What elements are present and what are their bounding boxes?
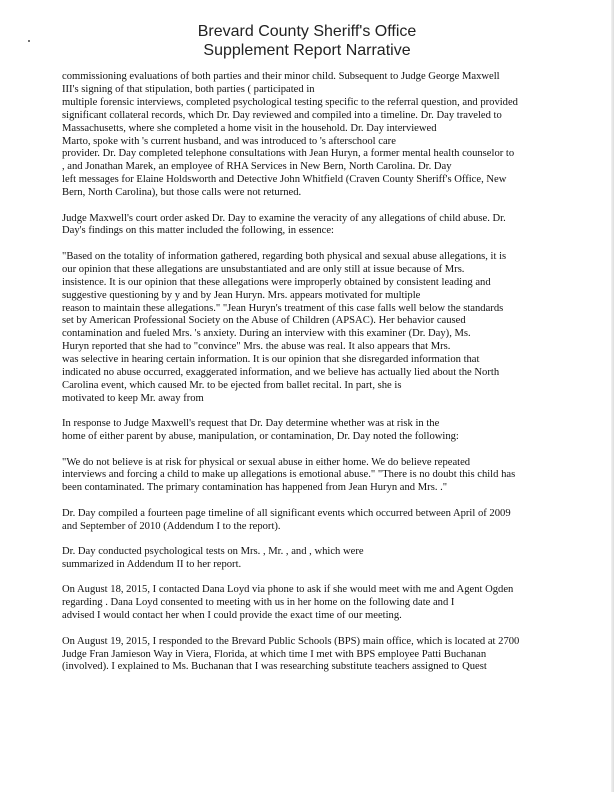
text-line: , and Jonathan Marek, an employee of RHA Services in New Bern, North Carolina. Dr. Day xyxy=(62,161,452,173)
text-line: left messages for Elaine Holdsworth and Detective John Whitfield (Craven County Sheriff's Office, New xyxy=(62,174,507,186)
text-line: Massachusetts, where she completed a home visit in the household. Dr. Day interviewed xyxy=(62,122,437,134)
text-line: our opinion that these allegations are unsubstantiated and are only still at issue because of Mrs. xyxy=(62,263,465,275)
text-line: contamination and fueled Mrs. 's anxiety. During an interview with this examiner (Dr. Day), Ms. xyxy=(62,328,471,340)
text-line: motivated to keep Mr. away from xyxy=(62,392,204,404)
report-title: Supplement Report Narrative xyxy=(203,42,411,59)
text-line: regarding . Dana Loyd consented to meeting with us in her home on the following date and I xyxy=(62,597,455,609)
text-line: summarized in Addendum II to her report. xyxy=(62,559,242,570)
report-header xyxy=(0,22,614,60)
text-line: set by American Professional Society on the Abuse of Children (APSAC). Her behavior caused xyxy=(62,315,466,327)
text-line: Marto, spoke with 's current husband, and was introduced to 's afterschool care xyxy=(62,135,396,147)
text-line: significant collateral records, which Dr. Day reviewed and compiled into a timeline. Dr. Day traveled to xyxy=(62,109,502,121)
narrative-paragraph xyxy=(62,546,554,572)
text-line: In response to Judge Maxwell's request that Dr. Day determine whether was at risk in the xyxy=(62,418,440,430)
text-line: was selective in hearing certain information. It is our opinion that she disregarded information that xyxy=(62,354,480,366)
narrative-paragraph xyxy=(62,457,554,496)
text-line: reason to maintain these allegations." "Jean Huryn's treatment of this case falls well below the standards xyxy=(62,302,504,314)
narrative-paragraph xyxy=(62,71,554,200)
text-line: Judge Maxwell's court order asked Dr. Day to examine the veracity of any allegations of child abuse. Dr. xyxy=(62,212,506,224)
text-line: indicated no abuse occurred, exaggerated information, and we believe has actually lied about the North xyxy=(62,367,500,379)
narrative-paragraph xyxy=(62,251,554,406)
text-line: (involved). I explained to Ms. Buchanan that I was researching substitute teachers assigned to Quest xyxy=(62,661,487,673)
text-line: and September of 2010 (Addendum I to the report). xyxy=(62,520,281,532)
text-line: Judge Fran Jamieson Way in Viera, Florida, at which time I met with BPS employee Patti Buchanan xyxy=(62,648,487,660)
narrative-paragraph xyxy=(62,213,554,239)
narrative-paragraph xyxy=(62,418,554,444)
text-line: On August 18, 2015, I contacted Dana Loyd via phone to ask if she would meet with me and Agent Ogden xyxy=(62,584,514,596)
text-line: Huryn reported that she had to "convince" Mrs. the abuse was real. It also appears that Mrs. xyxy=(62,341,451,353)
text-line: home of either parent by abuse, manipulation, or contamination, Dr. Day noted the following: xyxy=(62,431,459,443)
text-line: Dr. Day conducted psychological tests on Mrs. , Mr. , and , which were xyxy=(62,546,364,558)
text-line: suggestive questioning by y and by Jean Huryn. Mrs. appears motivated for multiple xyxy=(62,289,421,301)
text-line: insistence. It is our opinion that these allegations were improperly obtained by consistent leading and xyxy=(62,276,491,288)
text-line: III's signing of that stipulation, both parties ( participated in xyxy=(62,83,315,95)
text-line: provider. Dr. Day completed telephone consultations with Jean Huryn, a former mental health counselor to xyxy=(62,148,515,160)
text-line: Bern, North Carolina), but those calls were not returned. xyxy=(62,187,302,199)
text-line: Carolina event, which caused Mr. to be ejected from ballet recital. In part, she is xyxy=(62,379,402,391)
agency-name: Brevard County Sheriff's Office xyxy=(197,23,417,40)
narrative-paragraph xyxy=(62,508,554,534)
text-line: been contaminated. The primary contamination has happened from Jean Huryn and Mrs. ." xyxy=(62,482,448,494)
text-line: "We do not believe is at risk for physical or sexual abuse in either home. We do believe repeated xyxy=(62,456,471,468)
text-line: multiple forensic interviews, completed psychological testing specific to the referral question, and provided xyxy=(62,96,518,108)
narrative-paragraph xyxy=(62,584,554,623)
text-line: On August 19, 2015, I responded to the Brevard Public Schools (BPS) main office, which is located at 2700 xyxy=(62,635,520,647)
text-line: commissioning evaluations of both parties and their minor child. Subsequent to Judge George Maxwell xyxy=(62,71,500,82)
text-line: Day's findings on this matter included the following, in essence: xyxy=(62,225,334,237)
text-line: "Based on the totality of information gathered, regarding both physical and sexual abuse allegations, it is xyxy=(62,250,507,262)
text-line: Dr. Day compiled a fourteen page timeline of all significant events which occurred between April of 2009 xyxy=(62,507,511,519)
narrative-paragraph xyxy=(62,636,554,675)
text-line: interviews and forcing a child to make up allegations is emotional abuse." "There is no doubt this child has xyxy=(62,469,516,481)
text-line: advised I would contact her when I could provide the exact time of our meeting. xyxy=(62,610,402,622)
narrative-body xyxy=(62,71,554,687)
